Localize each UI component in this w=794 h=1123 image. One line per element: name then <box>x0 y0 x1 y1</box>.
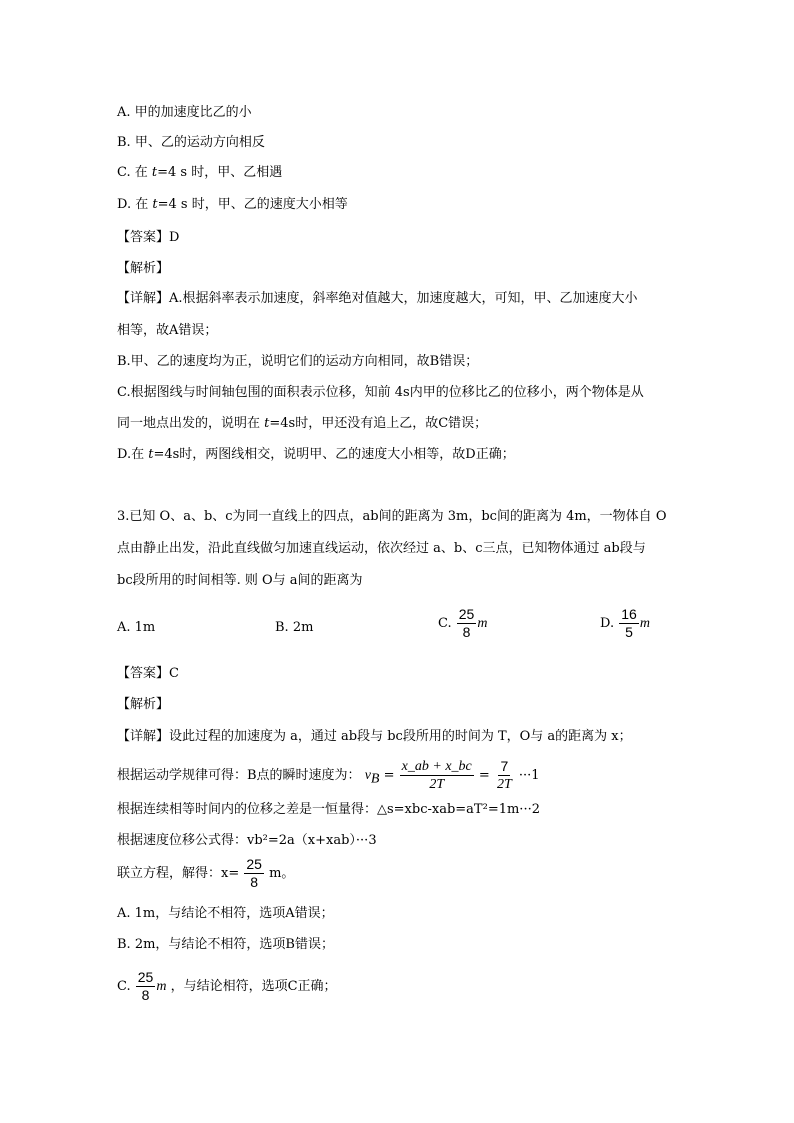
q2-detail-line: C.根据图线与时间轴包围的面积表示位移，知前 4s内甲的位移比乙的位移小，两个物体是从 <box>117 385 644 400</box>
q3-judge-a: A. 1m，与结论不相符，选项A错误； <box>117 906 334 921</box>
q3-answer: 【答案】C <box>117 666 179 681</box>
q3-option-b: B. 2m <box>275 620 314 635</box>
fraction: $\frac{x\_ab + x\_bc}{2T}$ <box>401 759 472 792</box>
q2-detail-line: D.在 t=4s时，两图线相交，说明甲、乙的速度大小相等，故D正确； <box>117 447 515 462</box>
q3-stem-line: 3.已知 O、a、b、c为同一直线上的四点，ab间的距离为 3m，bc间的距离为 4m，一物体自 O <box>117 509 667 524</box>
q3-option-a: A. 1m <box>117 620 156 635</box>
q2-answer: 【答案】D <box>117 230 180 245</box>
q3-detail-line: 【详解】设此过程的加速度为 a，通过 ab段与 bc段所用的时间为 T，O与 a的距离为 x； <box>117 729 632 744</box>
option-b: B. 甲、乙的运动方向相反 <box>117 135 265 150</box>
q3-stem-line: 点由静止出发，沿此直线做匀加速直线运动，依次经过 a、b、c三点，已知物体通过 ab段与 <box>117 541 646 556</box>
q3-vb-equation: 根据运动学规律可得：B点的瞬时速度为： $v_B$ = $\frac{x\_ab + x\_bc}{2T}$ = $\frac{7}{2T}$ ···1 <box>117 758 540 792</box>
q3-analysis-title: 【解析】 <box>117 697 170 712</box>
q3-stem-line: bc段所用的时间相等. 则 O与 a间的距离为 <box>117 573 363 588</box>
fraction: $\frac{25}{8}$ <box>246 856 262 890</box>
option-d: D. 在 t=4 s 时，甲、乙的速度大小相等 <box>117 197 348 212</box>
q2-detail-line: 相等，故A错误； <box>117 323 218 338</box>
option-c: C. 在 t=4 s 时，甲、乙相遇 <box>117 165 283 180</box>
q3-option-d: D. $\frac{16}{5}$ m <box>600 606 650 640</box>
q2-detail-line: 同一地点出发的，说明在 t=4s时，甲还没有追上乙，故C错误； <box>117 416 488 431</box>
fraction: $\frac{16}{5}$ <box>621 606 637 640</box>
q3-option-c: C. $\frac{25}{8}$ m <box>438 606 488 640</box>
q2-detail-line: 【详解】A.根据斜率表示加速度，斜率绝对值越大，加速度越大，可知，甲、乙加速度大小 <box>117 291 638 306</box>
q2-detail-line: B.甲、乙的速度均为正，说明它们的运动方向相同，故B错误； <box>117 354 479 369</box>
q3-solution: 联立方程，解得：x= $\frac{25}{8}$ m。 <box>117 856 295 890</box>
q3-judge-c: C. $\frac{25}{8}$ m ，与结论相符，选项C正确； <box>117 969 337 1003</box>
q3-delta-s-equation: 根据连续相等时间内的位移之差是一恒量得：△s=xbc-xab=aT²=1m···2 <box>117 802 540 817</box>
q3-velocity-displacement-equation: 根据速度位移公式得：vb²=2a（x+xab）···3 <box>117 833 377 848</box>
fraction: $\frac{25}{8}$ <box>458 606 475 640</box>
fraction: $\frac{25}{8}$ <box>137 969 154 1003</box>
fraction: $\frac{7}{2T}$ <box>496 758 512 792</box>
q3-judge-b: B. 2m，与结论不相符，选项B错误； <box>117 937 334 952</box>
option-a: A. 甲的加速度比乙的小 <box>117 105 252 120</box>
q2-analysis-title: 【解析】 <box>117 261 170 276</box>
